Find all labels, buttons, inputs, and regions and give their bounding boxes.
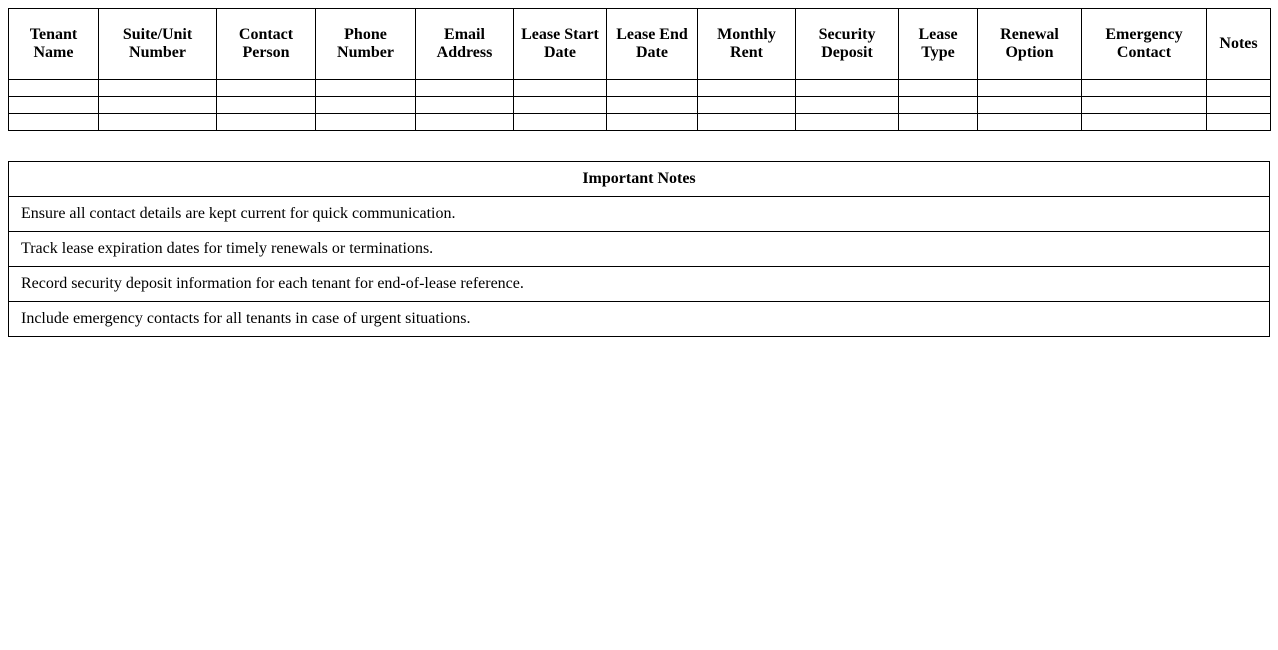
- table-cell[interactable]: [899, 97, 978, 114]
- table-cell[interactable]: [899, 80, 978, 97]
- table-cell[interactable]: [899, 114, 978, 131]
- list-item: [9, 267, 1270, 302]
- table-cell[interactable]: [1207, 97, 1271, 114]
- table-cell[interactable]: [316, 114, 416, 131]
- header-lease-start-date: Lease Start Date: [514, 9, 607, 80]
- table-cell[interactable]: [416, 97, 514, 114]
- table-cell[interactable]: [607, 114, 698, 131]
- table-cell[interactable]: [9, 97, 99, 114]
- table-row: [9, 80, 1271, 97]
- table-cell[interactable]: [607, 80, 698, 97]
- table-cell[interactable]: [698, 114, 796, 131]
- note-text: Include emergency contacts for all tenants in case of urgent situations.: [9, 302, 1270, 337]
- table-cell[interactable]: [698, 97, 796, 114]
- table-cell[interactable]: [978, 114, 1082, 131]
- note-text: Record security deposit information for each tenant for end-of-lease reference.: [9, 267, 1270, 302]
- table-cell[interactable]: [416, 114, 514, 131]
- table-row: [9, 97, 1271, 114]
- table-cell[interactable]: [316, 80, 416, 97]
- table-cell[interactable]: [1082, 97, 1207, 114]
- table-cell[interactable]: [99, 114, 217, 131]
- header-email-address: Email Address: [416, 9, 514, 80]
- table-cell[interactable]: [796, 114, 899, 131]
- table-cell[interactable]: [99, 80, 217, 97]
- note-text: Track lease expiration dates for timely renewals or terminations.: [9, 232, 1270, 267]
- table-cell[interactable]: [416, 80, 514, 97]
- list-item: [9, 232, 1270, 267]
- list-item: [9, 197, 1270, 232]
- header-tenant-name: Tenant Name: [9, 9, 99, 80]
- important-notes-table: [8, 161, 1270, 337]
- table-cell[interactable]: [316, 97, 416, 114]
- table-cell[interactable]: [514, 97, 607, 114]
- table-cell[interactable]: [217, 114, 316, 131]
- header-renewal-option: Renewal Option: [978, 9, 1082, 80]
- table-cell[interactable]: [99, 97, 217, 114]
- note-text: Ensure all contact details are kept current for quick communication.: [9, 197, 1270, 232]
- table-cell[interactable]: [607, 97, 698, 114]
- table-cell[interactable]: [514, 114, 607, 131]
- table-row: [9, 114, 1271, 131]
- header-lease-type: Lease Type: [899, 9, 978, 80]
- table-cell[interactable]: [217, 80, 316, 97]
- list-item: [9, 302, 1270, 337]
- table-cell[interactable]: [796, 97, 899, 114]
- header-phone-number: Phone Number: [316, 9, 416, 80]
- header-suite-unit-number: Suite/Unit Number: [99, 9, 217, 80]
- table-cell[interactable]: [9, 80, 99, 97]
- tenant-table: [8, 8, 1271, 131]
- header-emergency-contact: Emergency Contact: [1082, 9, 1207, 80]
- table-cell[interactable]: [978, 97, 1082, 114]
- notes-header-row: [9, 162, 1270, 197]
- table-cell[interactable]: [217, 97, 316, 114]
- table-cell[interactable]: [698, 80, 796, 97]
- header-monthly-rent: Monthly Rent: [698, 9, 796, 80]
- table-cell[interactable]: [514, 80, 607, 97]
- notes-title: Important Notes: [9, 162, 1270, 197]
- table-cell[interactable]: [1207, 80, 1271, 97]
- table-cell[interactable]: [1207, 114, 1271, 131]
- tenant-table-header-row: [9, 9, 1271, 80]
- table-cell[interactable]: [1082, 114, 1207, 131]
- table-cell[interactable]: [1082, 80, 1207, 97]
- table-cell[interactable]: [978, 80, 1082, 97]
- table-cell[interactable]: [9, 114, 99, 131]
- header-contact-person: Contact Person: [217, 9, 316, 80]
- header-security-deposit: Security Deposit: [796, 9, 899, 80]
- header-lease-end-date: Lease End Date: [607, 9, 698, 80]
- header-notes: Notes: [1207, 9, 1271, 80]
- table-cell[interactable]: [796, 80, 899, 97]
